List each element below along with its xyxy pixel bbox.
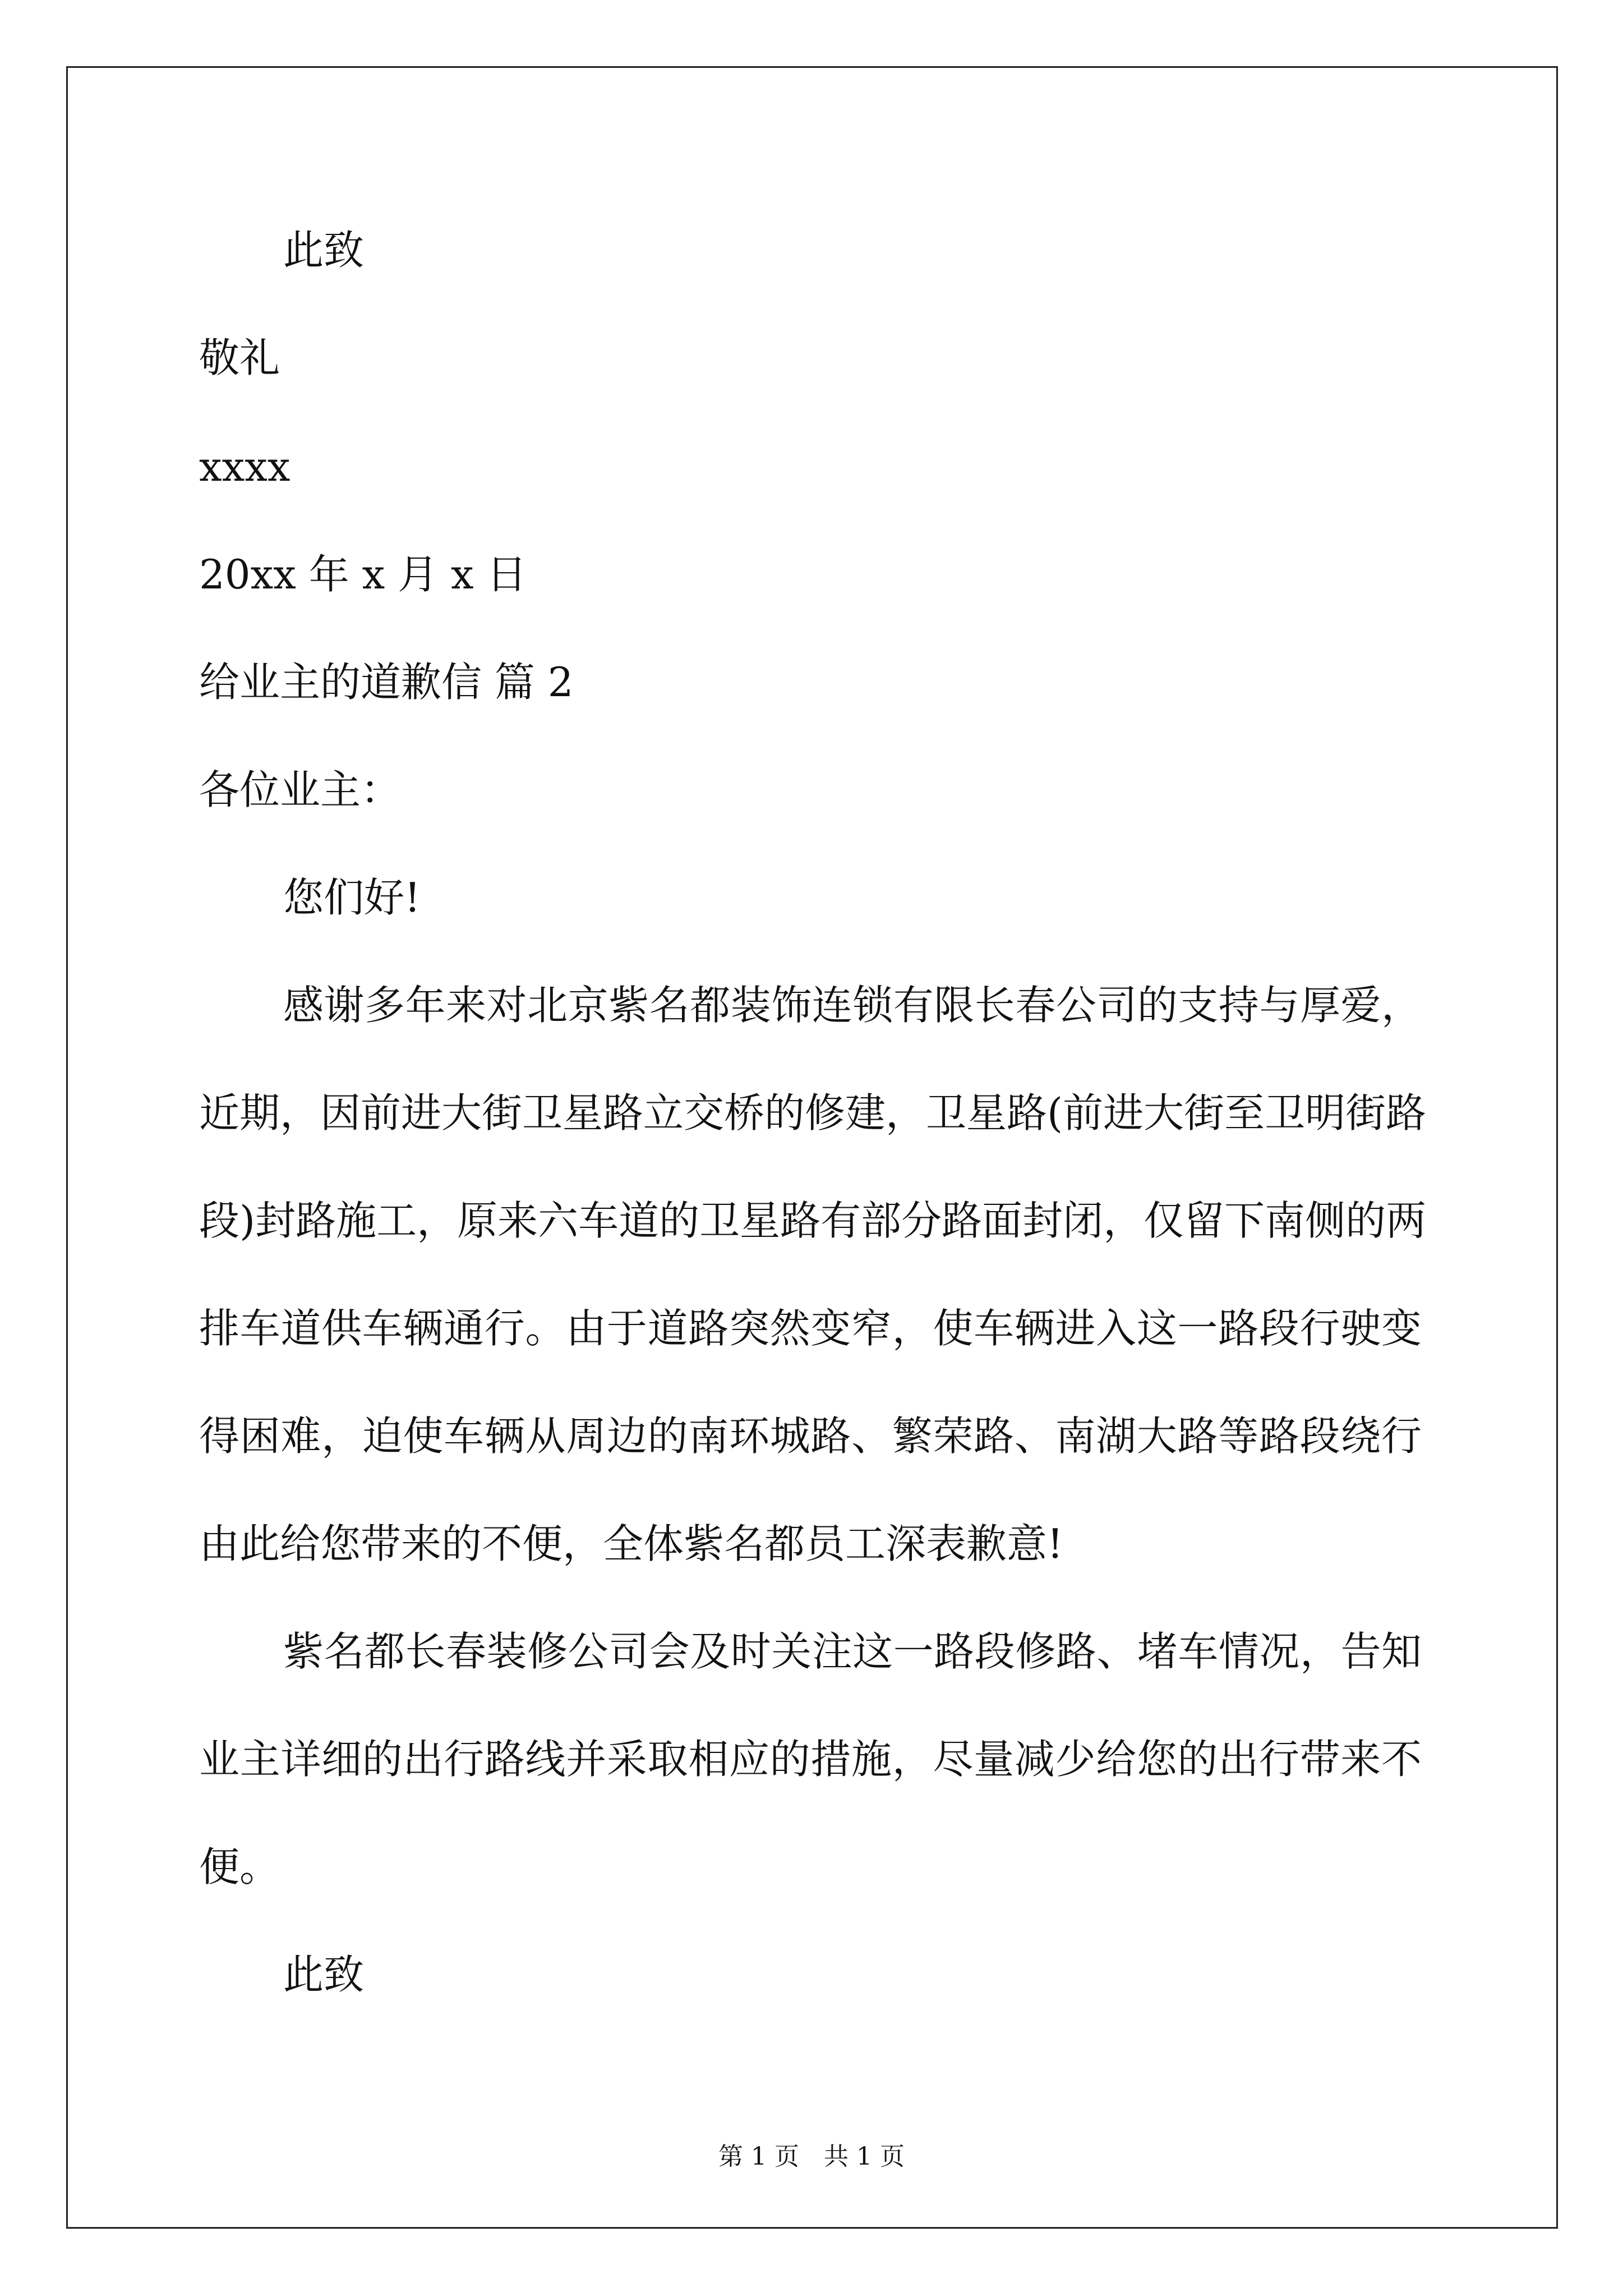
paragraph-line: 段)封路施工，原来六车道的卫星路有部分路面封闭，仅留下南侧的两 xyxy=(199,1197,1427,1244)
page-number-footer: 第 1 页 共 1 页 xyxy=(718,2142,905,2171)
regards-line: 敬礼 xyxy=(199,334,280,381)
paragraph-line: 感谢多年来对北京紫名都装饰连锁有限长春公司的支持与厚爱， xyxy=(283,982,1422,1029)
paragraph-line: 得困难，迫使车辆从周边的南环城路、繁荣路、南湖大路等路段绕行 xyxy=(199,1412,1422,1460)
paragraph-line: 便。 xyxy=(199,1843,280,1890)
closing-line: 此致 xyxy=(283,227,365,274)
signature-line: xxxx xyxy=(199,443,291,490)
salutation-line: 各位业主： xyxy=(199,766,402,813)
greeting-line: 您们好! xyxy=(283,874,421,921)
paragraph-line: 近期，因前进大街卫星路立交桥的修建，卫星路(前进大街至卫明街路 xyxy=(199,1089,1427,1137)
paragraph-line: 由此给您带来的不便，全体紫名都员工深表歉意! xyxy=(199,1520,1063,1567)
letter-heading: 给业主的道歉信 篇 2 xyxy=(199,659,574,706)
paragraph-line: 紫名都长春装修公司会及时关注这一路段修路、堵车情况，告知 xyxy=(283,1628,1422,1675)
page-border xyxy=(66,66,1558,2229)
closing-line: 此致 xyxy=(283,1951,365,1998)
date-line: 20xx 年 x 月 x 日 xyxy=(199,551,527,598)
paragraph-line: 排车道供车辆通行。由于道路突然变窄，使车辆进入这一路段行驶变 xyxy=(199,1305,1422,1352)
paragraph-line: 业主详细的出行路线并采取相应的措施，尽量减少给您的出行带来不 xyxy=(199,1736,1422,1783)
